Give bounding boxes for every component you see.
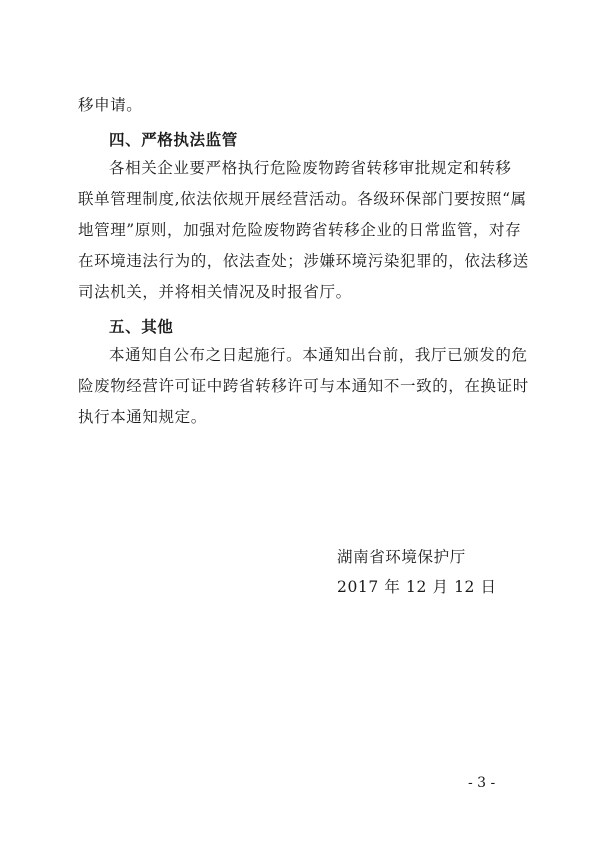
body-line: 各相关企业要严格执行危险废物跨省转移审批规定和转移 [109, 159, 512, 177]
body-line: 执行本通知规定。 [78, 408, 207, 426]
body-line: 本通知自公布之日起施行。本通知出台前，我厅已颁发的危 [109, 346, 528, 364]
body-line: 地管理”原则，加强对危险废物跨省转移企业的日常监管，对存 [78, 221, 522, 239]
section-heading-4: 四、严格执法监管 [109, 131, 238, 149]
signature-date: 2017 年 12 月 12 日 [337, 578, 497, 596]
body-line: 联单管理制度,依法依规开展经营活动。各级环保部门要按照“属 [78, 190, 527, 208]
body-line: 在环境违法行为的，依法查处；涉嫌环境污染犯罪的，依法移送 [78, 252, 529, 270]
paragraph-continuation: 移申请。 [78, 96, 143, 114]
body-line: 司法机关，并将相关情况及时报省厅。 [78, 283, 352, 301]
page-number: - 3 - [468, 775, 496, 791]
section-heading-5: 五、其他 [109, 318, 174, 336]
body-line: 险废物经营许可证中跨省转移许可与本通知不一致的，在换证时 [78, 377, 529, 395]
signature-org: 湖南省环境保护厅 [337, 548, 466, 566]
